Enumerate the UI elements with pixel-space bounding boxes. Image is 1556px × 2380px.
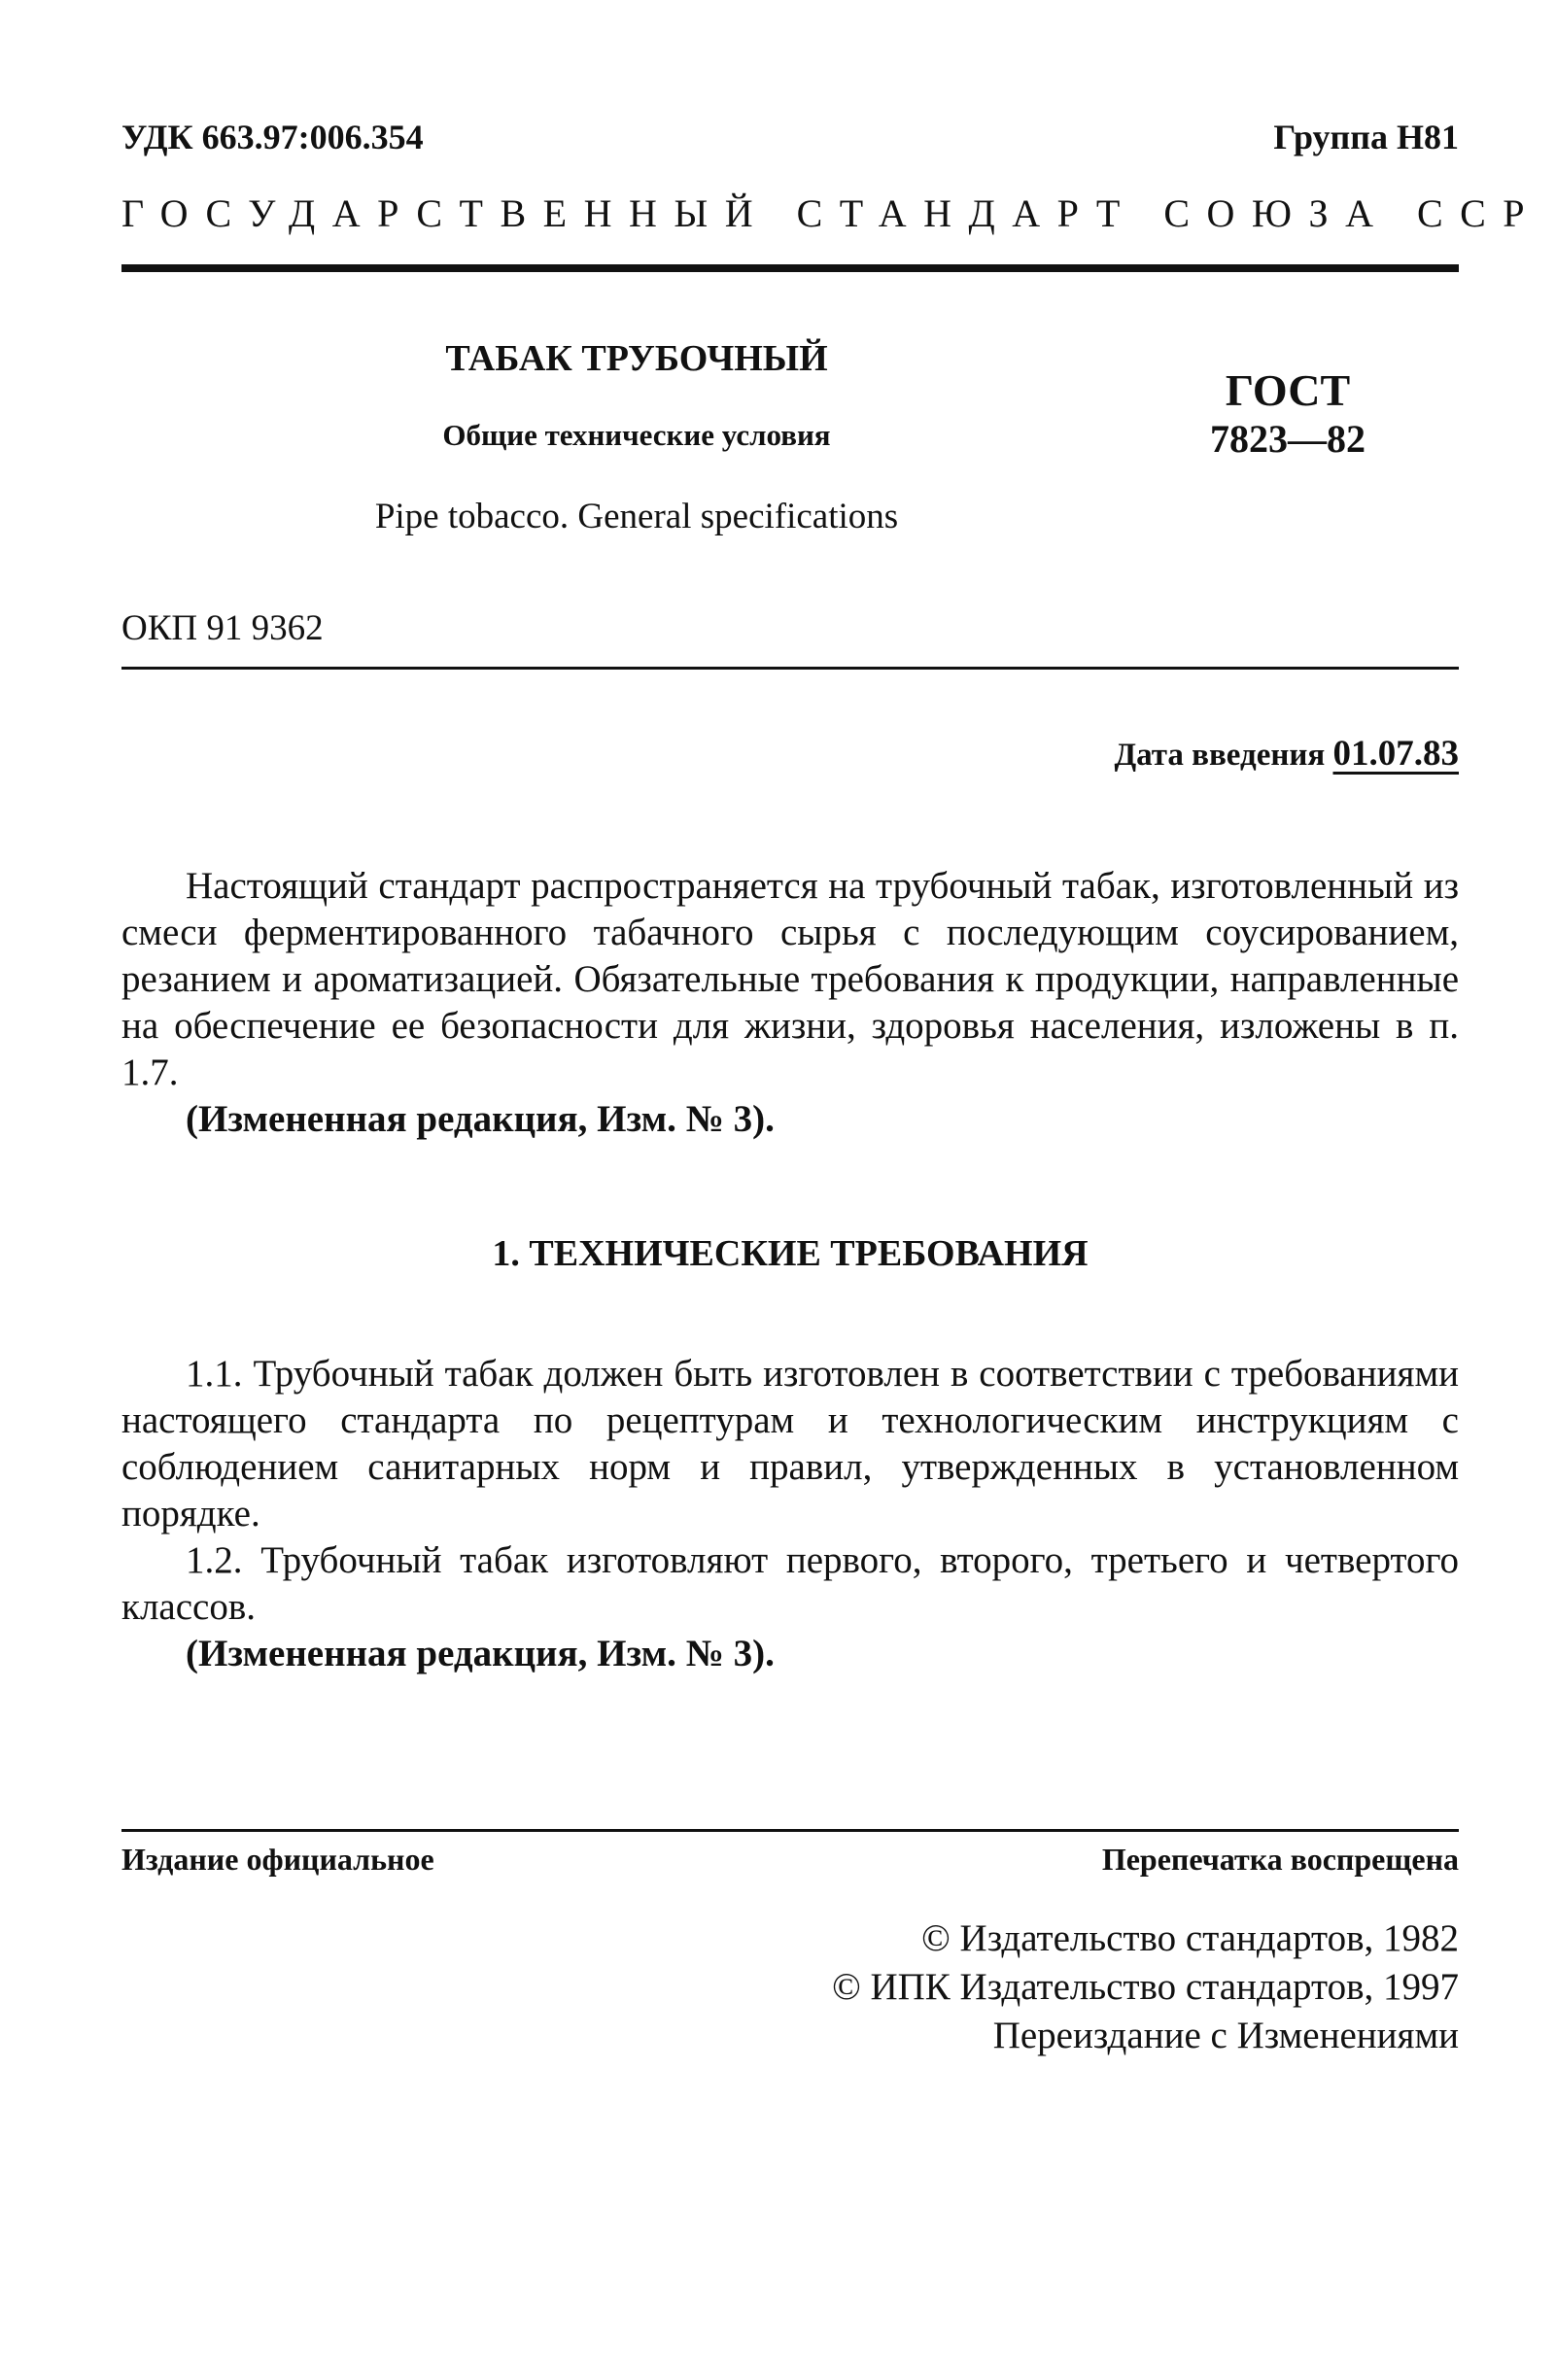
group-code: Группа Н81 xyxy=(1273,118,1459,156)
effective-date-value: 01.07.83 xyxy=(1332,734,1459,774)
reissue-note: Переиздание с Изменениями xyxy=(992,2015,1459,2056)
state-standard-heading: ГОСУДАРСТВЕННЫЙ СТАНДАРТ СОЮЗА ССР xyxy=(121,191,1542,235)
copyright-1982: © Издательство стандартов, 1982 xyxy=(921,1917,1459,1959)
clause-1-1: 1.1. Трубочный табак должен быть изготовлен в соответствии с требованиями настоящего стандарта по рецептурам и технологическим инструкциям с соблюдением санитарных норм и правил, утвержденных в установленном порядке. xyxy=(121,1353,1459,1535)
header-rule xyxy=(121,264,1459,272)
section-1-amendment xyxy=(121,1631,1459,1677)
clause-1-2: 1.2. Трубочный табак изготовляют первого, второго, третьего и четвертого классов. xyxy=(121,1539,1459,1628)
okp-rule xyxy=(121,667,1459,670)
intro-amendment xyxy=(121,1096,1459,1143)
document-page xyxy=(121,0,1542,2380)
okp-code: ОКП 91 9362 xyxy=(121,608,324,648)
intro-paragraph: Настоящий стандарт распространяется на трубочный табак, изготовленный из смеси ферментированного табачного сырья с последующим соусированием, резанием и ароматизацией. Обязательные требования к продукции, направленные на обеспечение ее безопасности для жизни, здоровья населения, изложены в п. 1.7. xyxy=(121,865,1459,1093)
gost-designation xyxy=(1181,367,1395,463)
no-reprint-label: Перепечатка воспрещена xyxy=(1101,1842,1459,1877)
official-edition-label: Издание официальное xyxy=(121,1842,434,1877)
copyright-1997: © ИПК Издательство стандартов, 1997 xyxy=(832,1966,1459,2008)
effective-date xyxy=(1114,733,1459,775)
section-1-amendment-text: (Измененная редакция, Изм. № 3). xyxy=(186,1633,775,1674)
gost-number: 7823—82 xyxy=(1210,417,1366,462)
title-block xyxy=(316,340,957,535)
document-title: ТАБАК ТРУБОЧНЫЙ xyxy=(445,338,828,379)
gost-label: ГОСТ xyxy=(1225,365,1351,415)
intro-amendment-text: (Измененная редакция, Изм. № 3). xyxy=(186,1098,775,1140)
document-subtitle: Общие технические условия xyxy=(442,418,831,452)
section-1-title: 1. ТЕХНИЧЕСКИЕ ТРЕБОВАНИЯ xyxy=(492,1233,1089,1274)
footer-rule xyxy=(121,1829,1459,1832)
udk-code: УДК 663.97:006.354 xyxy=(121,118,424,156)
english-title: Pipe tobacco. General specifications xyxy=(374,497,899,536)
effective-date-label: Дата введения xyxy=(1114,738,1326,773)
